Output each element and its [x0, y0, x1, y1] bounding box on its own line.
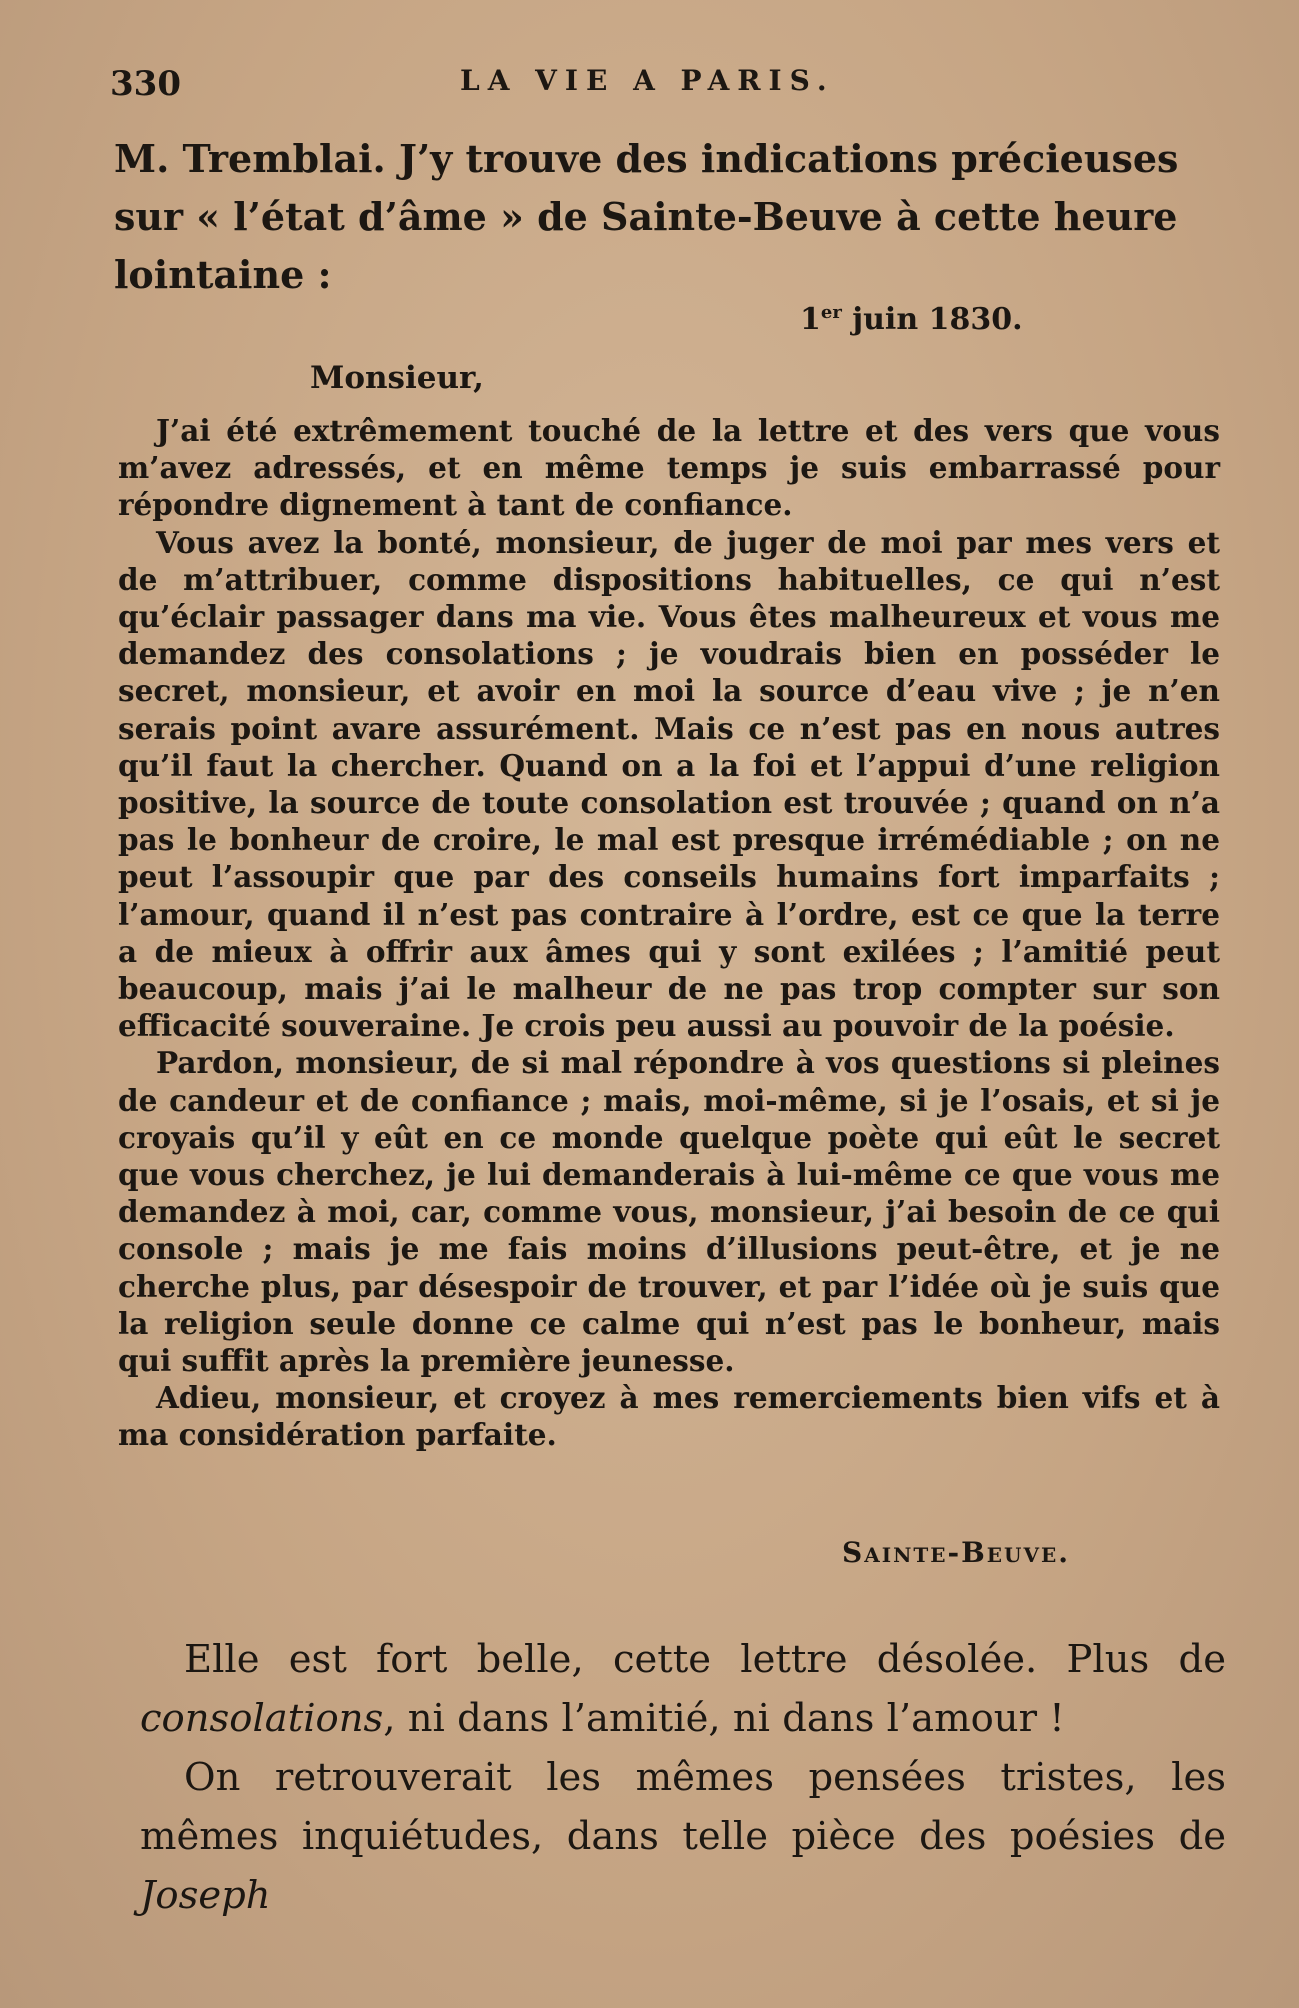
letter-salutation: Monsieur, [310, 360, 484, 396]
letter-paragraph: Pardon, monsieur, de si mal répondre à vos questions si pleines de candeur et de confiance ; mais, moi-même, si je l’osais, et si je croyais qu’il y eût en ce monde quelque poète qui eût le secret que vous cherchez, je lui demanderais à lui-même ce que vous me demandez à moi, car, comme vous, monsieur, j’ai besoin de ce qui console ; mais je me fais moins d’illusions peut-être, et je ne cherche plus, par désespoir de trouver, et par l’idée où je suis que la religion seule donne ce calme qui n’est pas le bonheur, mais qui suffit après la première jeunesse. [118, 1045, 1220, 1379]
letter-body [118, 412, 1220, 1454]
commentary-paragraph: On retrouverait les mêmes pensées tristes, les mêmes inquiétudes, dans telle pièce des poésies de Joseph [140, 1755, 1226, 1918]
letter-signature: Sainte-Beuve. [842, 1536, 1070, 1569]
letter-paragraph: Adieu, monsieur, et croyez à mes remerciements bien vifs et à ma considération parfaite. [118, 1380, 1220, 1453]
letter-paragraph: J’ai été extrêmement touché de la lettre et des vers que vous m’avez adressés, et en même temps je suis embarrassé pour répondre dignement à tant de confiance. [118, 413, 1220, 523]
letter-date: 1er juin 1830. [800, 302, 1023, 337]
letter-paragraph: Vous avez la bonté, monsieur, de juger de moi par mes vers et de m’attribuer, comme dispositions habituelles, ce qui n’est qu’éclair passager dans ma vie. Vous êtes malheureux et vous me demandez des consolations ; je voudrais bien en posséder le secret, monsieur, et avoir en moi la source d’eau vive ; je n’en serais point avare assurément. Mais ce n’est pas en nous autres qu’il faut la chercher. Quand on a la foi et l’appui d’une religion positive, la source de toute consolation est trouvée ; quand on n’a pas le bonheur de croire, le mal est presque irrémédiable ; on ne peut l’assoupir que par des conseils humains fort imparfaits ; l’amour, quand il n’est pas contraire à l’ordre, est ce que la terre a de mieux à offrir aux âmes qui y sont exilées ; l’amitié peut beaucoup, mais j’ai le malheur de ne pas trop compter sur son efficacité souveraine. Je crois peu aussi au pouvoir de la poésie. [118, 524, 1220, 1044]
page-header [110, 64, 1190, 104]
running-title: LA VIE A PARIS. [460, 64, 835, 97]
commentary-paragraph: Elle est fort belle, cette lettre désolée. Plus de consolations, ni dans l’amitié, ni dans l’amour ! [140, 1637, 1226, 1741]
commentary [140, 1630, 1226, 1925]
page-number: 330 [110, 64, 181, 104]
intro-paragraph: M. Tremblai. J’y trouve des indications précieuses sur « l’état d’âme » de Sainte-Beuve à cette heure lointaine : [114, 136, 1179, 297]
